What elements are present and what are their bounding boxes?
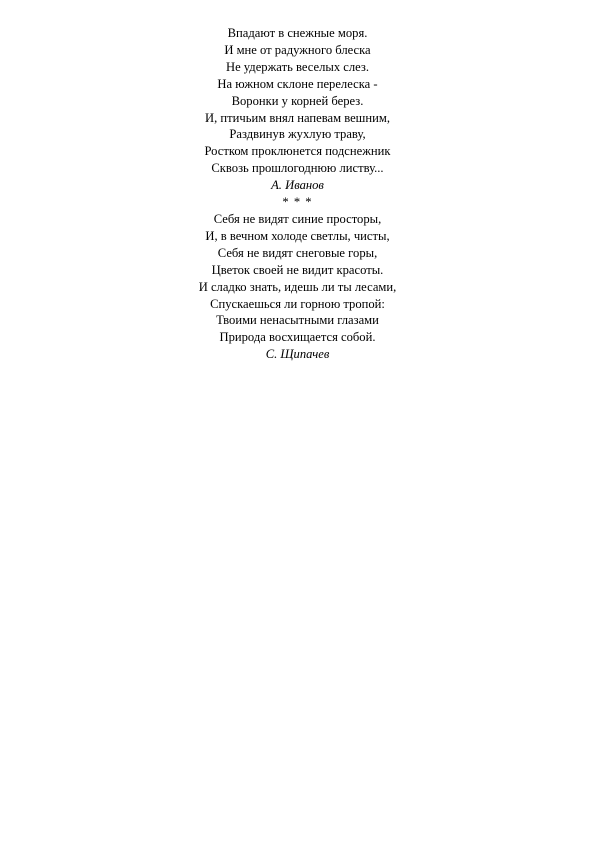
poem-line: Сквозь прошлогоднюю листву...	[211, 161, 384, 176]
poem-line: И сладко знать, идешь ли ты лесами,	[198, 279, 397, 294]
author-name: С. Щипачев	[265, 347, 330, 362]
poem-line: Себя не видят снеговые горы,	[217, 245, 378, 260]
stanza-separator: * * *	[282, 195, 313, 210]
poem-line: Твоими ненасытными глазами	[216, 313, 379, 328]
poem-line: На южном склоне перелеска -	[217, 76, 378, 91]
poem-line: И мне от радужного блеска	[224, 42, 371, 57]
poem-line: Раздвинув жухлую траву,	[229, 127, 366, 142]
poem-line: И, птичьим внял напевам вешним,	[205, 110, 390, 125]
poem-line: Воронки у корней берез.	[231, 93, 364, 108]
poem-line: Впадают в снежные моря.	[227, 26, 368, 40]
poem-column	[0, 25, 595, 363]
poem-line: Цветок своей не видит красоты.	[211, 262, 384, 277]
poem-line: Природа восхищается собой.	[219, 330, 376, 345]
poem-line: И, в вечном холоде светлы, чисты,	[205, 228, 390, 243]
author-name: А. Иванов	[271, 178, 324, 193]
poem-line: Спускаешься ли горною тропой:	[210, 296, 385, 311]
poem-line: Ростком проклюнется подснежник	[204, 144, 391, 159]
poem-line: Себя не видят синие просторы,	[213, 211, 382, 226]
poem-line: Не удержать веселых слез.	[225, 59, 370, 74]
